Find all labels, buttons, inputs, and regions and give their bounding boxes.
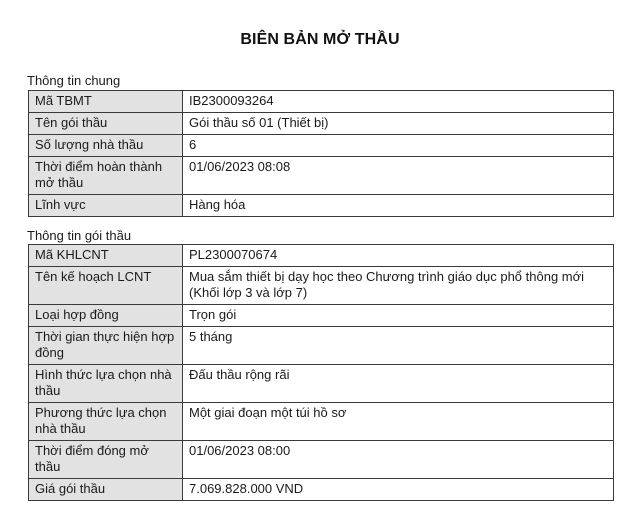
section-label-general-info: Thông tin chung	[27, 73, 121, 88]
field-label: Số lượng nhà thầu	[29, 135, 183, 157]
field-value: Đấu thầu rộng rãi	[183, 365, 614, 403]
field-label: Mã KHLCNT	[29, 245, 183, 267]
field-value: IB2300093264	[183, 91, 614, 113]
table-row	[29, 267, 614, 305]
field-label: Giá gói thầu	[29, 479, 183, 501]
table-row	[29, 91, 614, 113]
field-value: Một giai đoạn một túi hồ sơ	[183, 403, 614, 441]
table-row	[29, 365, 614, 403]
field-value: Hàng hóa	[183, 195, 614, 217]
table-row	[29, 195, 614, 217]
field-label: Lĩnh vực	[29, 195, 183, 217]
field-label: Tên kế hoạch LCNT	[29, 267, 183, 305]
field-value: PL2300070674	[183, 245, 614, 267]
table-row	[29, 403, 614, 441]
field-label: Hình thức lựa chọn nhà thầu	[29, 365, 183, 403]
table-row	[29, 479, 614, 501]
field-label: Mã TBMT	[29, 91, 183, 113]
field-value: Mua sắm thiết bị dạy học theo Chương trình giáo dục phổ thông mới (Khối lớp 3 và lớp 7)	[183, 267, 614, 305]
table-row	[29, 327, 614, 365]
table-row	[29, 113, 614, 135]
field-value: 01/06/2023 08:00	[183, 441, 614, 479]
field-label: Phương thức lựa chọn nhà thầu	[29, 403, 183, 441]
document-title: BIÊN BẢN MỞ THẦU	[240, 31, 400, 48]
field-label: Thời gian thực hiện hợp đồng	[29, 327, 183, 365]
field-value: 6	[183, 135, 614, 157]
section-label-package-info: Thông tin gói thầu	[27, 228, 132, 243]
field-value: Trọn gói	[183, 305, 614, 327]
table-row	[29, 157, 614, 195]
table-row	[29, 441, 614, 479]
field-value: 7.069.828.000 VND	[183, 479, 614, 501]
field-value: Gói thầu số 01 (Thiết bị)	[183, 113, 614, 135]
table-row	[29, 305, 614, 327]
field-label: Thời điểm đóng mở thầu	[29, 441, 183, 479]
table-row	[29, 245, 614, 267]
field-label: Thời điểm hoàn thành mở thầu	[29, 157, 183, 195]
table-row	[29, 135, 614, 157]
field-value: 01/06/2023 08:08	[183, 157, 614, 195]
package-info-table	[28, 244, 614, 501]
general-info-table	[28, 90, 614, 217]
field-value: 5 tháng	[183, 327, 614, 365]
field-label: Tên gói thầu	[29, 113, 183, 135]
field-label: Loại hợp đồng	[29, 305, 183, 327]
